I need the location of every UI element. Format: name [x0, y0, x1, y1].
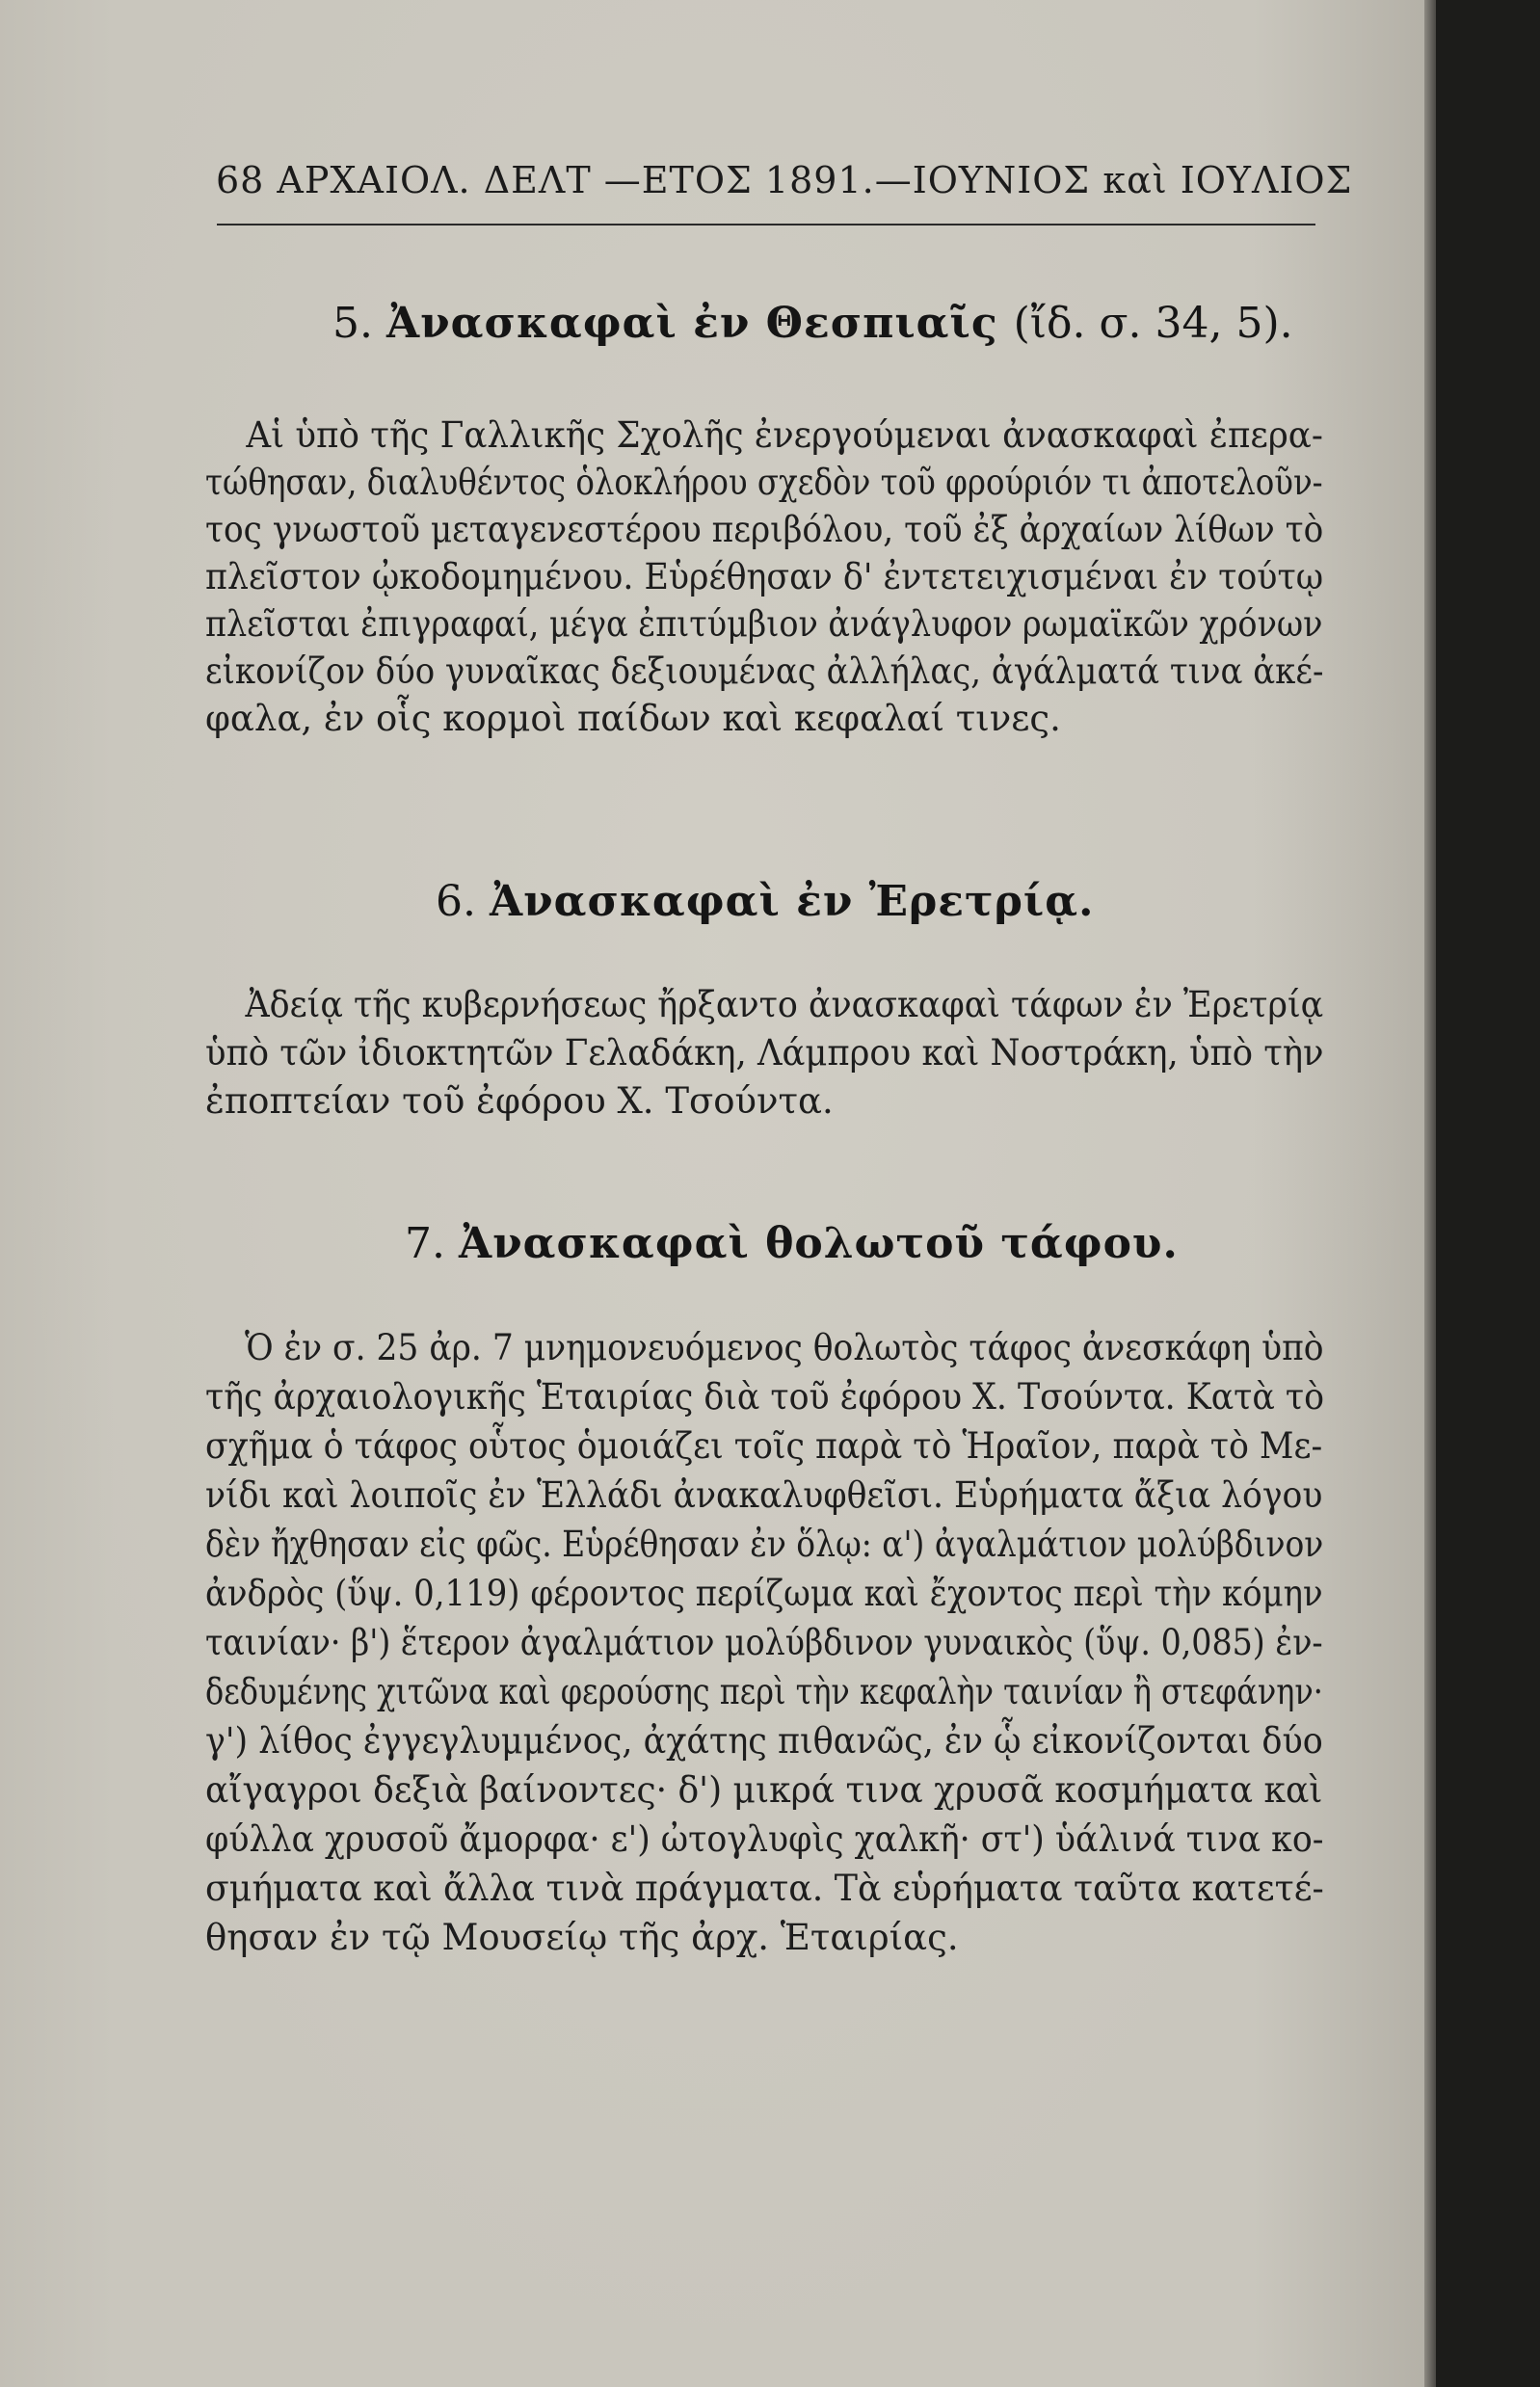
- section-number: 6.: [436, 877, 476, 926]
- section-title: Ἀνασκαφαὶ ἐν Ἐρετρίᾳ.: [489, 877, 1095, 926]
- text-line: τῆς ἀρχαιολογικῆς Ἑταιρίας διὰ τοῦ ἐφόρου Χ. Τσούντα. Κατὰ τὸ: [205, 1376, 1325, 1418]
- text-line: φύλλα χρυσοῦ ἄμορφα· ε') ὠτογλυφὶς χαλκῆ· στ') ὑάλινά τινα κο-: [205, 1818, 1324, 1860]
- text-line: ταινίαν· β') ἕτερον ἀγαλμάτιον μολύβδινον γυναικὸς (ὕψ. 0,085) ἐν-: [205, 1622, 1323, 1663]
- text-line: πλεῖσται ἐπιγραφαί, μέγα ἐπιτύμβιον ἀνάγλυφον ρωμαϊκῶν χρόνων: [205, 603, 1323, 645]
- text-line: τώθησαν, διαλυθέντος ὁλοκλήρου σχεδὸν τοῦ φρούριόν τι ἀποτελοῦν-: [205, 462, 1323, 503]
- text-line: γ') λίθος ἐγγεγλυμμένος, ἀχάτης πιθανῶς, ἐν ᾧ εἰκονίζονται δύο: [205, 1720, 1323, 1762]
- section-6-heading: [436, 877, 1094, 926]
- section-title: Ἀνασκαφαὶ ἐν Θεσπιαῖς: [385, 299, 998, 348]
- text-line: εἰκονίζον δύο γυναῖκας δεξιουμένας ἀλλήλας, ἀγάλματά τινα ἀκέ-: [205, 650, 1324, 692]
- section-6-paragraph: [205, 981, 1323, 1126]
- page-binding-edge: [1424, 0, 1436, 2387]
- text-line: αἴγαγροι δεξιὰ βαίνοντες· δ') μικρά τινα χρυσᾶ κοσμήματα καὶ: [205, 1769, 1323, 1811]
- section-7-paragraph: [205, 1323, 1323, 1962]
- section-number: 5.: [332, 299, 373, 348]
- text-line: τος γνωστοῦ μεταγενεστέρου περιβόλου, τοῦ ἐξ ἀρχαίων λίθων τὸ: [205, 509, 1324, 550]
- running-head: 68 ΑΡΧΑΙΟΛ. ΔΕΛΤ —ΕΤΟΣ 1891.—ΙΟΥΝΙΟΣ καὶ ΙΟΥΛΙΟΣ: [216, 159, 1353, 201]
- text-line: δὲν ἤχθησαν εἰς φῶς. Εὑρέθησαν ἐν ὅλῳ: α') ἀγαλμάτιον μολύβδινον: [205, 1524, 1324, 1565]
- text-line: θησαν ἐν τῷ Μουσείῳ τῆς ἀρχ. Ἑταιρίας.: [205, 1917, 959, 1958]
- text-line: νίδι καὶ λοιποῖς ἐν Ἑλλάδι ἀνακαλυφθεῖσι. Εὑρήματα ἄξια λόγου: [205, 1474, 1323, 1516]
- text-line: πλεῖστον ᾠκοδομημένου. Εὑρέθησαν δ' ἐντετειχισμέναι ἐν τούτῳ: [205, 556, 1324, 597]
- text-line: δεδυμένης χιτῶνα καὶ φερούσης περὶ τὴν κεφαλὴν ταινίαν ἢ στεφάνην·: [205, 1671, 1323, 1712]
- section-number: 7.: [405, 1219, 445, 1268]
- text-line: ὑπὸ τῶν ἰδιοκτητῶν Γελαδάκη, Λάμπρου καὶ Νοστράκη, ὑπὸ τὴν: [205, 1032, 1324, 1074]
- section-5-heading: [332, 299, 1293, 348]
- text-line: Ἀδείᾳ τῆς κυβερνήσεως ἤρξαντο ἀνασκαφαὶ τάφων ἐν Ἐρετρίᾳ: [245, 984, 1324, 1025]
- section-reference: (ἴδ. σ. 34, 5).: [1013, 299, 1293, 348]
- section-title: Ἀνασκαφαὶ θολωτοῦ τάφου.: [458, 1219, 1179, 1268]
- header-rule: [217, 224, 1315, 225]
- text-line: ἀνδρὸς (ὕψ. 0,119) φέροντος περίζωμα καὶ ἔχοντος περὶ τὴν κόμην: [205, 1573, 1323, 1614]
- section-7-heading: [405, 1219, 1179, 1268]
- text-line: σχῆμα ὁ τάφος οὗτος ὁμοιάζει τοῖς παρὰ τὸ Ἡραῖον, παρὰ τὸ Με-: [205, 1425, 1323, 1467]
- text-line: Ὁ ἐν σ. 25 ἀρ. 7 μνημονευόμενος θολωτὸς τάφος ἀνεσκάφη ὑπὸ: [245, 1327, 1324, 1368]
- text-line: φαλα, ἐν οἷς κορμοὶ παίδων καὶ κεφαλαί τινες.: [205, 698, 1061, 739]
- text-line: σμήματα καὶ ἄλλα τινὰ πράγματα. Τὰ εὑρήματα ταῦτα κατετέ-: [205, 1868, 1324, 1909]
- text-line: Αἱ ὑπὸ τῆς Γαλλικῆς Σχολῆς ἐνεργούμεναι ἀνασκαφαὶ ἐπερα-: [246, 414, 1323, 456]
- section-5-paragraph: [205, 411, 1323, 742]
- text-line: ἐποπτείαν τοῦ ἐφόρου Χ. Τσούντα.: [205, 1080, 834, 1122]
